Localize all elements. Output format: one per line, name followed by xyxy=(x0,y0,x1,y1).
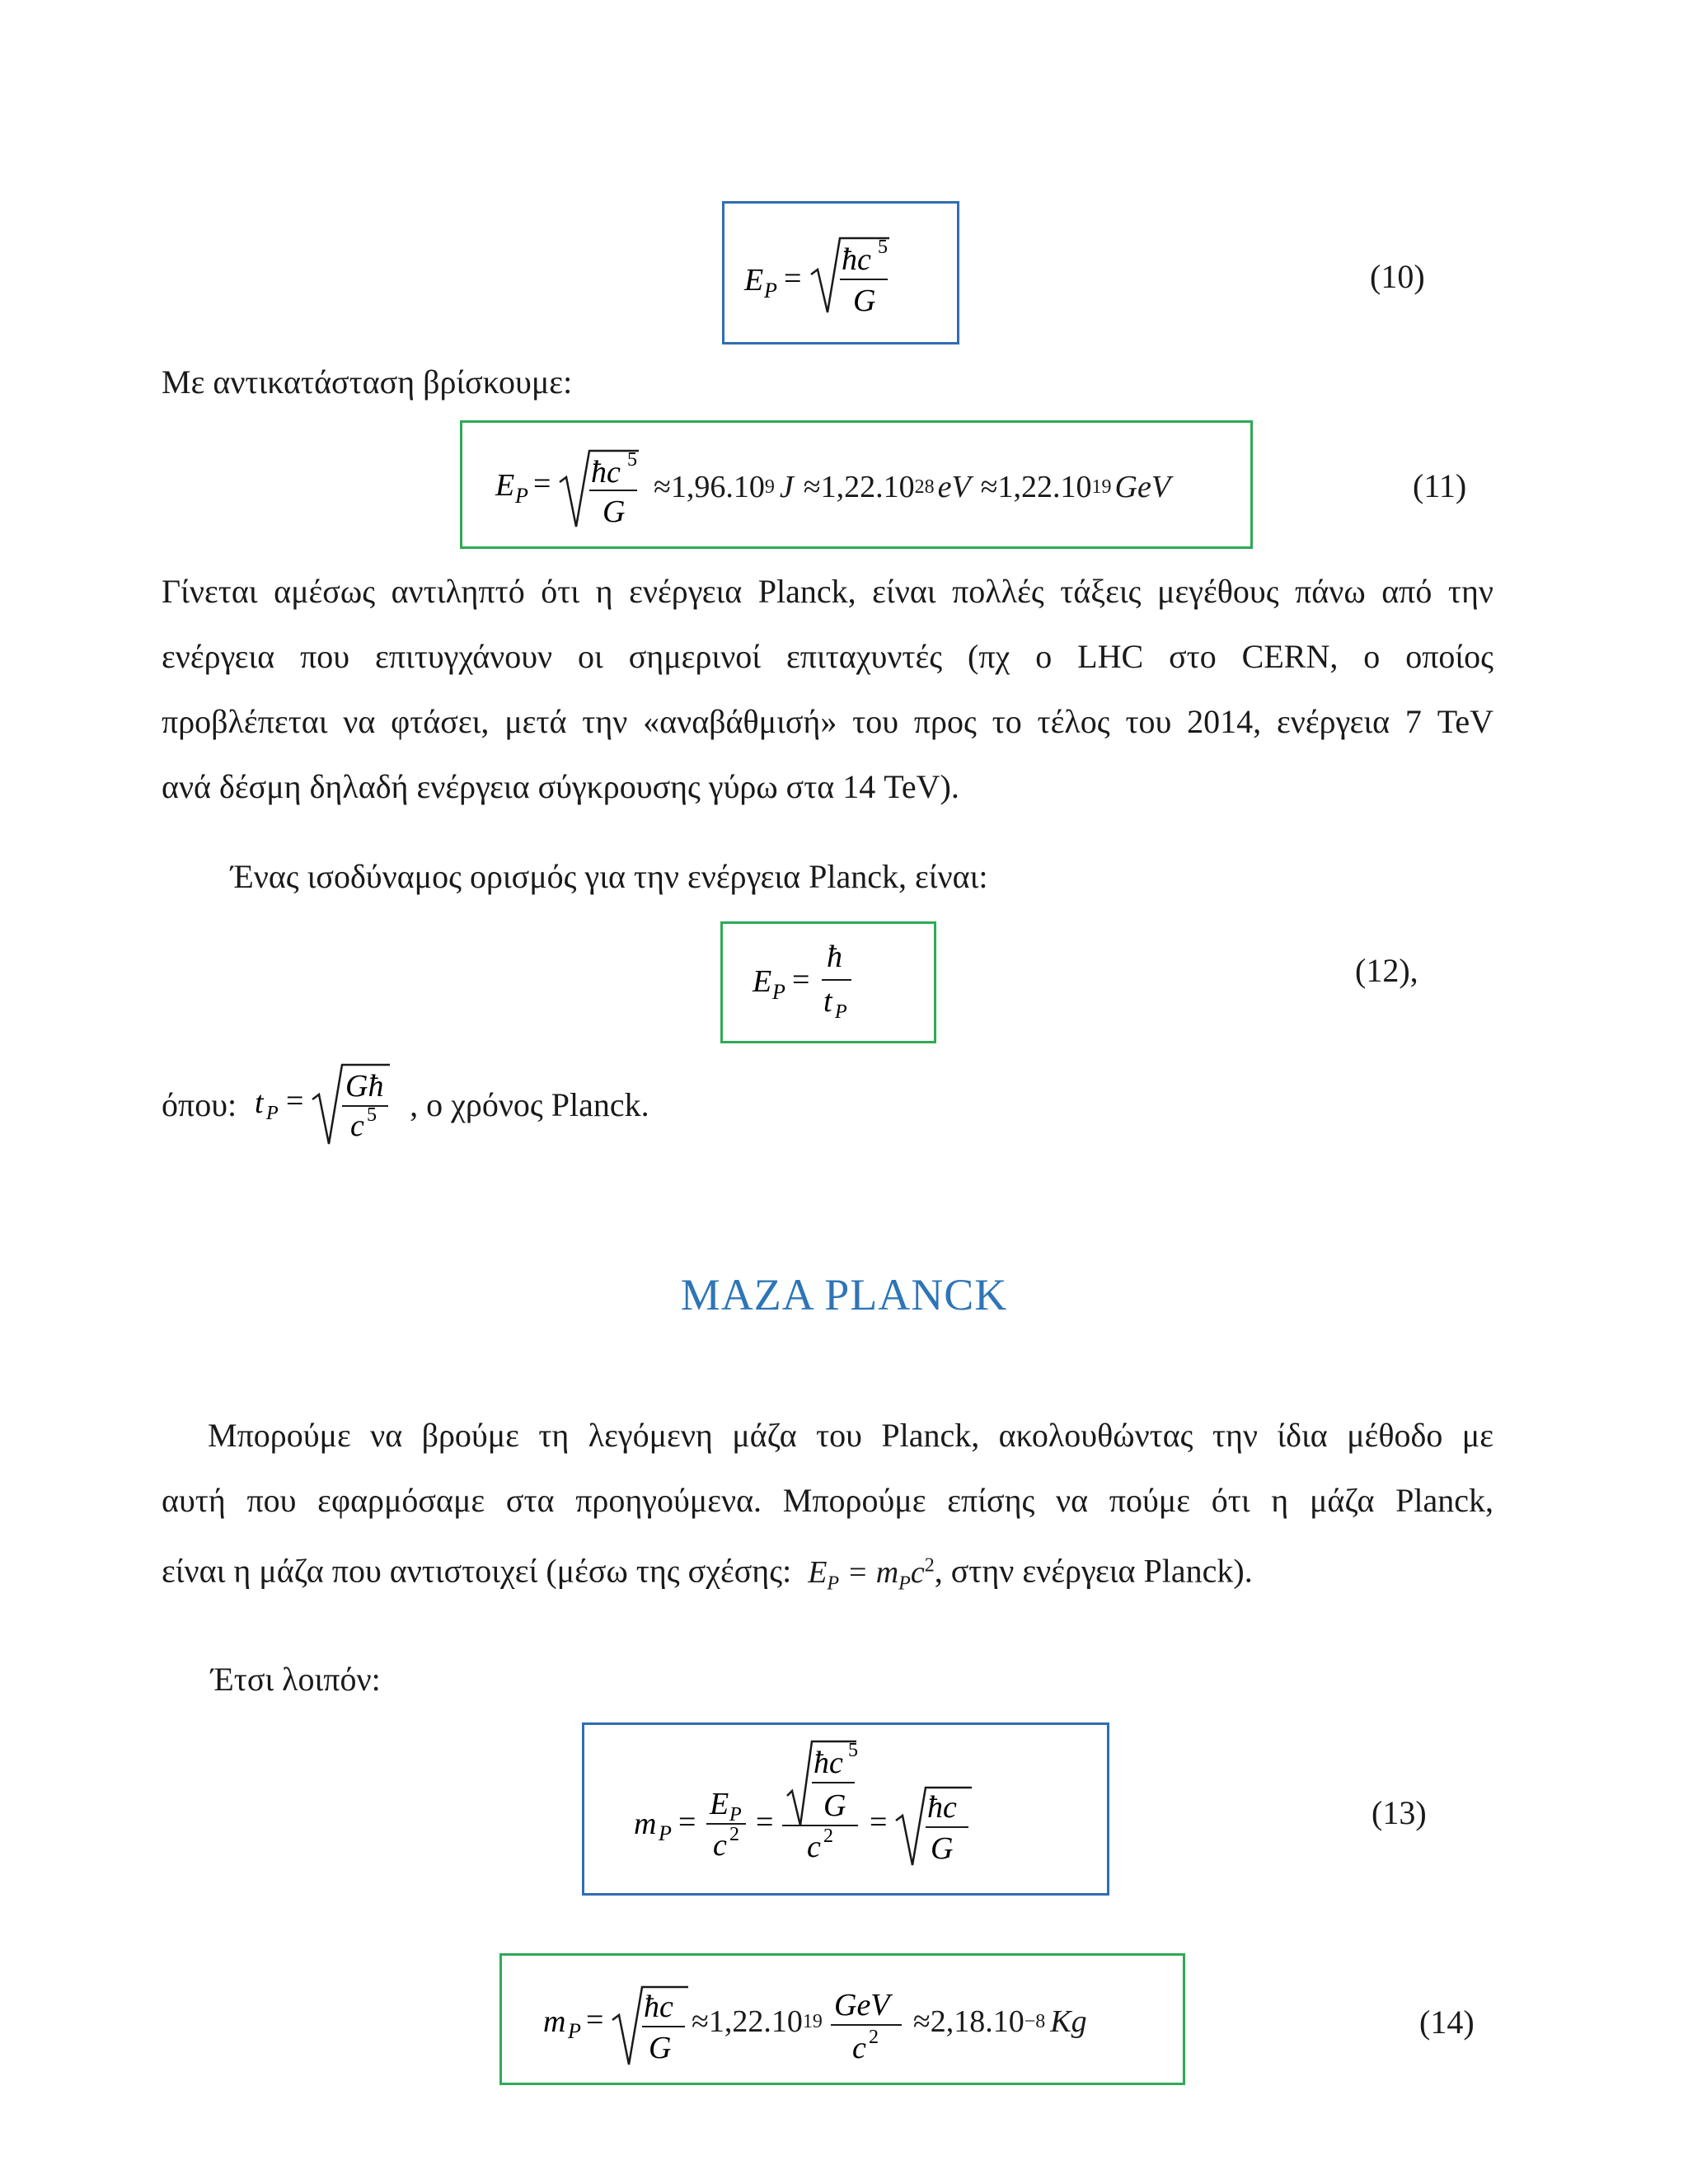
svg-text:5: 5 xyxy=(367,1104,377,1126)
svg-text:ħc: ħc xyxy=(927,1790,957,1825)
svg-text:G: G xyxy=(823,1788,846,1823)
svg-text:2: 2 xyxy=(868,2027,879,2048)
equation-11-unit-3: GeV xyxy=(1114,470,1171,504)
svg-text:P: P xyxy=(835,1001,847,1023)
equation-11-unit-2: eV xyxy=(937,470,971,504)
svg-text:2: 2 xyxy=(729,1824,739,1845)
svg-text:P: P xyxy=(659,1821,672,1845)
svg-text:E: E xyxy=(495,468,515,503)
equation-11-value-3: ≈1,22.10 xyxy=(980,470,1092,504)
svg-text:E: E xyxy=(710,1787,729,1821)
svg-text:c: c xyxy=(713,1828,727,1863)
svg-text:=: = xyxy=(756,1805,774,1840)
paragraph-line: Μπορούμε να βρούμε τη λεγόμενη μάζα του Planck, ακολουθώντας την ίδια μέθοδο με xyxy=(208,1417,1493,1454)
equation-12-formula xyxy=(723,924,934,1041)
svg-text:P: P xyxy=(266,1103,279,1124)
equation-14-box xyxy=(499,1953,1185,2085)
planck-time-formula xyxy=(245,1057,401,1152)
svg-text:2: 2 xyxy=(823,1825,833,1847)
equation-13-box xyxy=(582,1722,1109,1896)
svg-text:5: 5 xyxy=(878,237,888,258)
svg-text:=: = xyxy=(678,1805,696,1840)
svg-text:P: P xyxy=(772,980,785,1004)
paragraph-line-3-post: , στην ενέργεια Planck). xyxy=(934,1552,1253,1590)
equation-10-formula xyxy=(724,204,957,342)
equation-11-unit-1: J xyxy=(779,470,794,504)
equation-11-exp-3: 19 xyxy=(1091,476,1112,498)
intro-substitution: Με αντικατάσταση βρίσκουμε: xyxy=(162,363,573,401)
svg-text:G: G xyxy=(931,1831,954,1866)
equation-11-formula xyxy=(492,431,1170,543)
svg-text:c: c xyxy=(851,2031,866,2065)
svg-text:=: = xyxy=(784,261,802,296)
equation-11-exp-2: 28 xyxy=(914,476,935,498)
equation-14-value-2: ≈2,18.10 xyxy=(912,2004,1025,2039)
paragraph-line: ανά δέσμη δηλαδή ενέργεια σύγκρουσης γύρω στα 14 TeV). xyxy=(162,768,959,805)
equation-14-exp-2: −8 xyxy=(1024,2010,1046,2032)
equation-11-exp-1: 9 xyxy=(764,476,775,498)
svg-text:m: m xyxy=(634,1807,657,1841)
where-suffix: , ο χρόνος Planck. xyxy=(410,1085,649,1123)
svg-text:t: t xyxy=(823,984,832,1019)
so-then: Έτσι λοιπόν: xyxy=(211,1661,381,1698)
equation-10-number: (10) xyxy=(1370,258,1425,295)
svg-text:ħc: ħc xyxy=(842,242,871,277)
equation-11-box xyxy=(460,420,1253,549)
svg-text:P: P xyxy=(515,484,528,508)
equation-14-radical xyxy=(543,1964,692,2079)
equation-11-value-2: ≈1,22.10 xyxy=(803,470,915,504)
equation-14-number: (14) xyxy=(1419,2004,1475,2041)
svg-text:=: = xyxy=(870,1805,888,1840)
equation-10-box xyxy=(722,201,959,344)
svg-text:5: 5 xyxy=(627,449,637,471)
svg-text:c: c xyxy=(807,1830,821,1864)
paragraph-line-3-pre: είναι η μάζα που αντιστοιχεί (μέσω της σχέσης: xyxy=(162,1552,792,1590)
svg-text:ħc: ħc xyxy=(644,1990,673,2024)
svg-text:ħ: ħ xyxy=(827,940,842,974)
svg-text:=: = xyxy=(792,963,810,997)
equation-14-unit-2: Kg xyxy=(1050,2004,1087,2039)
equation-11-radical xyxy=(492,431,654,543)
svg-text:P: P xyxy=(729,1804,742,1825)
svg-text:t: t xyxy=(255,1085,264,1120)
svg-text:P: P xyxy=(568,2019,581,2043)
section-heading: ΜΑΖΑ PLANCK xyxy=(680,1270,1008,1319)
planck-time-definition xyxy=(162,1057,649,1152)
energy-mass-relation: $E_P = m_Pc^2$ xyxy=(808,1554,935,1595)
paragraph-line: αυτή που εφαρμόσαμε στα προηγούμενα. Μπορούμε επίσης να πούμε ότι η μάζα Planck, xyxy=(162,1482,1493,1519)
svg-text:5: 5 xyxy=(848,1740,858,1761)
svg-text:c: c xyxy=(350,1108,364,1143)
equation-12-number: (12), xyxy=(1355,952,1418,989)
equivalent-definition: Ένας ισοδύναμος ορισμός για την ενέργεια Planck, είναι: xyxy=(231,858,988,895)
svg-text:GeV: GeV xyxy=(833,1988,890,2022)
svg-text:E: E xyxy=(744,263,764,298)
paragraph-line xyxy=(162,1533,1493,1616)
svg-text:=: = xyxy=(286,1084,304,1118)
equation-13-number: (13) xyxy=(1372,1794,1427,1831)
equation-11-number: (11) xyxy=(1413,467,1467,504)
svg-text:=: = xyxy=(586,2003,604,2037)
paragraph-planck-mass xyxy=(162,1403,1493,1616)
svg-text:m: m xyxy=(543,2004,566,2039)
equation-11-value-1: ≈1,96.10 xyxy=(654,470,765,504)
equation-14-value-1: ≈1,22.10 xyxy=(692,2004,803,2039)
svg-text:G: G xyxy=(853,284,876,318)
paragraph-line: Γίνεται αμέσως αντιληπτό ότι η ενέργεια Planck, είναι πολλές τάξεις μεγέθους πάνω από την xyxy=(162,573,1493,610)
svg-text:G: G xyxy=(649,2031,672,2065)
paragraph-line: προβλέπεται να φτάσει, μετά την «αναβάθμισή» του προς το τέλος του 2014, ενέργεια 7 TeV xyxy=(162,703,1493,740)
equation-14-fraction xyxy=(823,1964,913,2079)
svg-text:E: E xyxy=(753,964,772,999)
equation-12-box xyxy=(720,921,936,1043)
svg-text:P: P xyxy=(764,279,777,302)
svg-text:ħc: ħc xyxy=(591,455,621,490)
equation-13-formula xyxy=(584,1725,1107,1893)
svg-text:G: G xyxy=(603,494,626,529)
equation-14-formula xyxy=(543,1964,1087,2079)
svg-text:Għ: Għ xyxy=(345,1069,384,1104)
equation-14-exp-1: 19 xyxy=(802,2010,823,2032)
svg-text:=: = xyxy=(533,466,551,501)
paragraph-line: ενέργεια που επιτυγχάνουν οι σημερινοί επιταχυντές (πχ ο LHC στο CERN, ο οποίος xyxy=(162,638,1493,675)
paragraph-planck-energy xyxy=(162,559,1493,819)
where-prefix: όπου: xyxy=(162,1085,237,1123)
svg-text:ħc: ħc xyxy=(814,1746,843,1780)
